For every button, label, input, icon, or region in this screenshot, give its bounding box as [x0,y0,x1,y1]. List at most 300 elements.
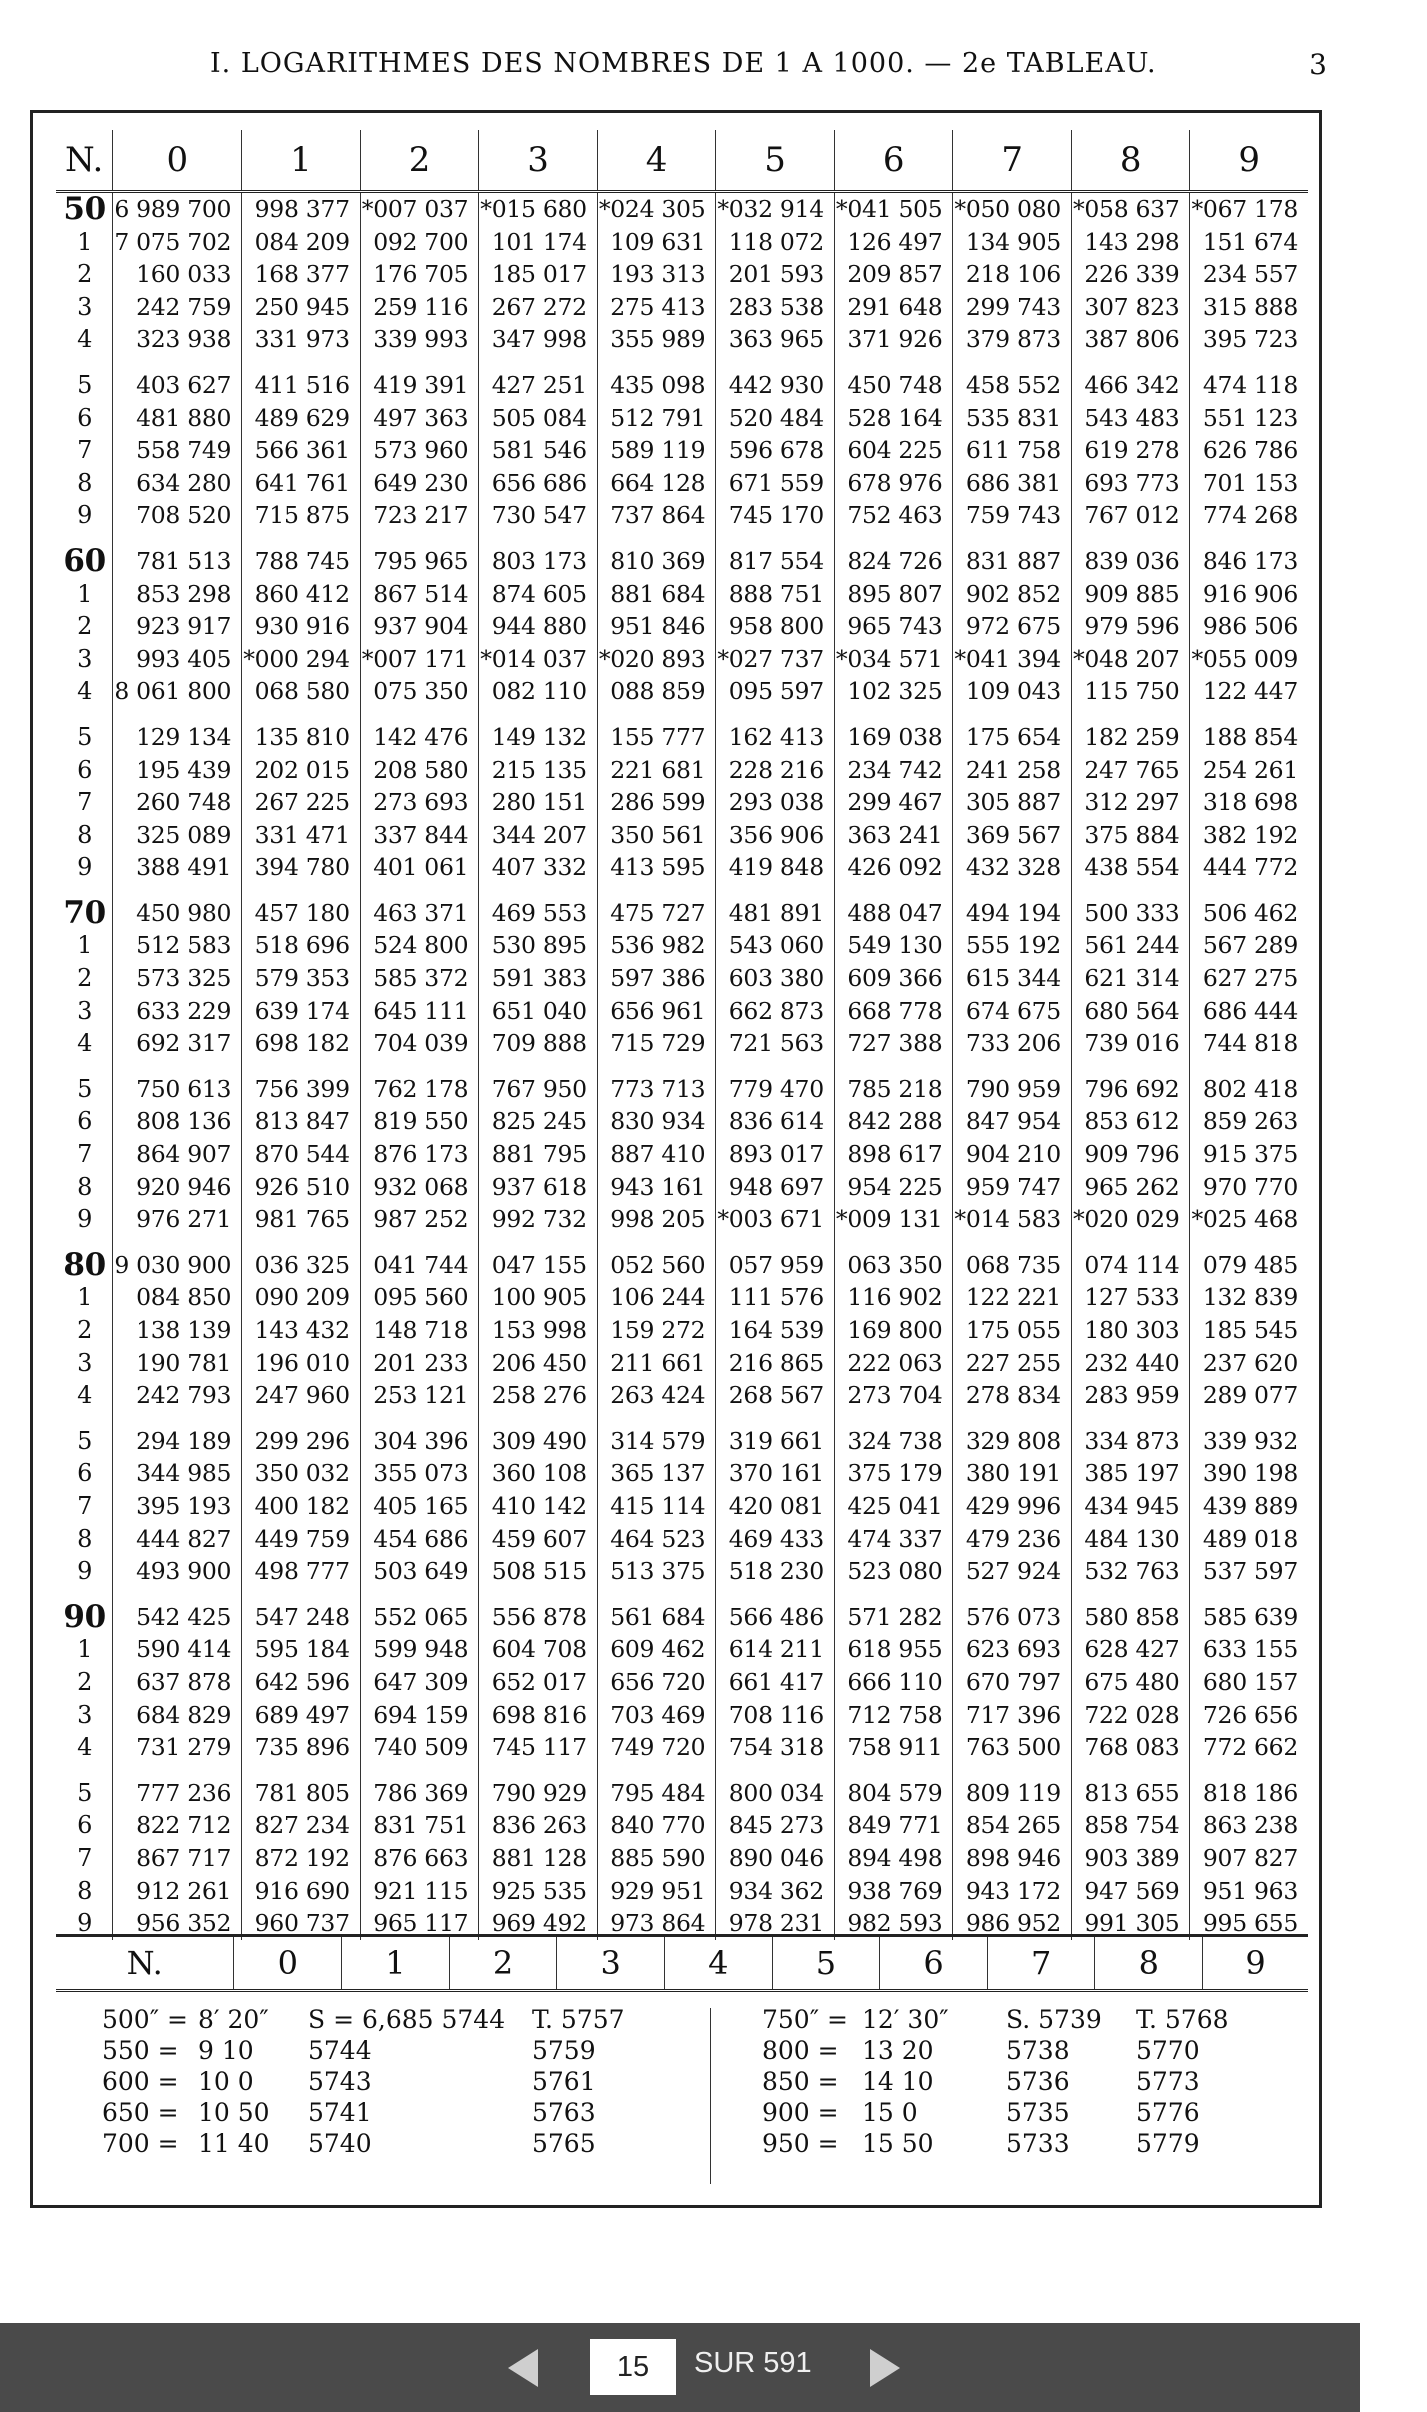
log-value-cell: 102 325 [834,675,953,708]
row-number-cell: 3 [56,291,113,324]
log-value-cell: 566 361 [242,434,361,467]
log-value-cell: 247 765 [1071,754,1190,787]
log-value-cell: 947 569 [1071,1875,1190,1908]
log-value-cell: 628 427 [1071,1633,1190,1666]
s-t-row [102,2004,702,2035]
page-number-input[interactable] [590,2339,676,2395]
log-value-cell: 380 191 [953,1457,1072,1490]
row-number-cell: 9 [56,1555,113,1588]
log-value-cell: 668 778 [834,995,953,1028]
log-value-cell: 932 068 [360,1171,479,1204]
log-value-cell: 693 773 [1071,467,1190,500]
log-value-cell: 185 017 [479,258,598,291]
row-number-cell: 9 [56,1203,113,1236]
log-value-cell: 566 486 [716,1588,835,1634]
s-t-value: 900 = [762,2098,839,2127]
log-value-cell: 795 965 [360,532,479,578]
table-row [56,1699,1308,1732]
log-value-cell: 523 080 [834,1555,953,1588]
log-value-cell: *000 294 [242,643,361,676]
log-value-cell: 512 583 [113,929,242,962]
log-value-cell: 804 579 [834,1764,953,1810]
log-value-cell: 675 480 [1071,1666,1190,1699]
log-value-cell: 810 369 [597,532,716,578]
log-value-cell: 619 278 [1071,434,1190,467]
s-t-row [102,2035,702,2066]
footer-column-header: 2 [449,1936,557,1991]
table-row [56,532,1308,578]
s-t-value: 800 = [762,2036,839,2065]
table-row [56,1555,1308,1588]
log-value-cell: 876 663 [360,1842,479,1875]
log-value-cell: 796 692 [1071,1060,1190,1106]
log-value-cell: 634 280 [113,467,242,500]
row-number-cell: 80 [56,1236,113,1282]
log-value-cell: 395 723 [1202,325,1298,354]
log-value-cell: 641 761 [242,467,361,500]
log-value-cell: 438 554 [1071,851,1190,884]
log-value-cell: 299 743 [953,291,1072,324]
log-value-cell: 457 180 [242,884,361,930]
log-value-cell: 881 684 [597,578,716,611]
log-value-cell: 609 366 [834,962,953,995]
log-value-cell: 813 655 [1071,1764,1190,1810]
row-number-cell: 50 [56,192,113,226]
log-value-cell: 356 906 [716,819,835,852]
row-number-cell: 2 [56,1666,113,1699]
log-value-cell: 505 084 [479,402,598,435]
log-value-cell: 247 960 [242,1379,361,1412]
table-row [56,1523,1308,1556]
log-value-cell: 926 510 [242,1171,361,1204]
log-value-cell: 768 083 [1071,1731,1190,1764]
table-row [56,1138,1308,1171]
log-value-cell: 929 951 [597,1875,716,1908]
log-value-cell: 611 758 [953,434,1072,467]
log-value-cell: *020 029 [1071,1203,1190,1236]
log-value-cell: 419 391 [360,356,479,402]
log-value-cell: *034 571 [834,643,953,676]
column-header: 1 [242,130,361,192]
log-value-cell: 649 230 [360,467,479,500]
s-t-value: 5770 [1136,2036,1200,2065]
log-value-cell: 506 462 [1202,898,1298,927]
log-value-cell: 237 620 [1202,1348,1298,1377]
log-value-cell: 260 748 [113,786,242,819]
log-value-cell: 647 309 [360,1666,479,1699]
log-value-cell: 731 279 [113,1731,242,1764]
s-t-row [762,2097,1362,2128]
log-value-cell: 830 934 [597,1105,716,1138]
log-value-cell: 558 749 [113,434,242,467]
log-value-cell: 809 119 [953,1764,1072,1810]
log-value-cell: 459 607 [479,1523,598,1556]
log-value-cell: 591 383 [479,962,598,995]
log-value-cell: 986 952 [953,1907,1072,1940]
log-value-cell: 846 173 [1202,546,1298,575]
log-value-cell: 651 040 [479,995,598,1028]
s-t-value: 500″ = [102,2005,188,2034]
column-header: 9 [1190,130,1308,192]
row-number-cell: 2 [56,1314,113,1347]
column-header: 4 [597,130,716,192]
logarithm-table [56,130,1308,1940]
log-value-cell: 148 718 [360,1314,479,1347]
log-value-cell: 686 444 [1202,996,1298,1025]
log-value-cell: 938 769 [834,1875,953,1908]
log-value-cell: 715 875 [242,499,361,532]
log-value-cell: 169 038 [834,708,953,754]
log-value-cell: 633 229 [113,995,242,1028]
row-number-cell: 9 [56,499,113,532]
table-row [56,754,1308,787]
log-value-cell: 508 515 [479,1555,598,1588]
log-value-cell: 190 781 [113,1347,242,1380]
log-value-cell: 898 946 [953,1842,1072,1875]
row-number-cell: 2 [56,610,113,643]
triangle-left-icon[interactable] [508,2349,538,2387]
log-value-cell: 427 251 [479,356,598,402]
table-row [56,643,1308,676]
log-value-cell: 555 192 [953,929,1072,962]
log-value-cell: 355 989 [597,323,716,356]
log-value-cell: 937 618 [479,1171,598,1204]
table-row [56,1842,1308,1875]
row-number-cell: 9 [56,851,113,884]
s-t-value: 9 10 [198,2036,254,2065]
log-value-cell: 909 885 [1071,578,1190,611]
log-value-cell: 278 834 [953,1379,1072,1412]
log-value-cell: 283 538 [716,291,835,324]
log-value-cell: 567 289 [1202,931,1298,960]
log-value-cell: 305 887 [953,786,1072,819]
log-value-cell: 388 491 [113,851,242,884]
footer-column-header: 0 [234,1936,342,1991]
log-value-cell: 840 770 [597,1809,716,1842]
s-t-value: 5759 [532,2036,596,2065]
log-value-cell: 698 182 [242,1027,361,1060]
s-t-value: 13 20 [862,2036,934,2065]
s-t-value: 5779 [1136,2129,1200,2158]
log-value-cell: 215 135 [479,754,598,787]
log-value-cell: 656 686 [479,467,598,500]
log-value-cell: 294 189 [113,1412,242,1458]
log-value-cell: 202 015 [242,754,361,787]
log-value-cell: 175 055 [953,1314,1072,1347]
s-t-value: 11 40 [198,2129,270,2158]
row-number-cell: 4 [56,323,113,356]
log-value-cell: 819 550 [360,1105,479,1138]
table-row [56,1060,1308,1106]
log-value-cell: 323 938 [113,323,242,356]
log-value-cell: 318 698 [1202,788,1298,817]
log-value-cell: 484 130 [1071,1523,1190,1556]
log-value-cell: 407 332 [479,851,598,884]
log-value-cell: 293 038 [716,786,835,819]
log-value-cell: 138 139 [113,1314,242,1347]
log-value-cell: 232 440 [1071,1347,1190,1380]
log-value-cell: 9 030 900 [113,1236,242,1282]
footer-column-header: 9 [1245,1944,1266,1982]
log-value-cell: 752 463 [834,499,953,532]
log-value-cell: 956 352 [113,1907,242,1940]
log-value-cell: 242 759 [113,291,242,324]
log-value-cell: 762 178 [360,1060,479,1106]
log-value-cell: 319 661 [716,1412,835,1458]
log-value-cell: 979 596 [1071,610,1190,643]
log-value-cell: 254 261 [1202,755,1298,784]
table-row [56,323,1308,356]
log-value-cell: 858 754 [1071,1809,1190,1842]
log-value-cell: 084 209 [242,226,361,259]
log-value-cell: 759 743 [953,499,1072,532]
s-t-value: 650 = [102,2098,179,2127]
log-value-cell: 132 839 [1202,1283,1298,1312]
log-value-cell: 604 225 [834,434,953,467]
log-value-cell: 469 433 [716,1523,835,1556]
log-value-cell: 556 878 [479,1588,598,1634]
table-row [56,1412,1308,1458]
log-value-cell: 656 720 [597,1666,716,1699]
log-value-cell: 193 313 [597,258,716,291]
log-value-cell: *058 637 [1071,192,1190,226]
log-value-cell: 390 198 [1202,1459,1298,1488]
table-footer-header [56,1934,1308,1992]
s-t-value: 15 50 [862,2129,934,2158]
log-value-cell: 363 241 [834,819,953,852]
log-value-cell: 450 980 [113,884,242,930]
log-value-cell: 781 805 [242,1764,361,1810]
log-value-cell: 518 696 [242,929,361,962]
row-number-cell: 1 [56,1633,113,1666]
s-t-value: 600 = [102,2067,179,2096]
table-row [56,1457,1308,1490]
log-value-cell: 824 726 [834,532,953,578]
log-value-cell: 127 533 [1071,1281,1190,1314]
row-number-cell: 6 [56,754,113,787]
log-value-cell: *020 893 [597,643,716,676]
log-value-cell: *014 037 [479,643,598,676]
log-value-cell: 426 092 [834,851,953,884]
log-value-cell: 216 865 [716,1347,835,1380]
table-footer-row [56,1936,1308,1991]
log-value-cell: 275 413 [597,291,716,324]
log-value-cell: 196 010 [242,1347,361,1380]
log-value-cell: 827 234 [242,1809,361,1842]
row-number-cell: 7 [56,1138,113,1171]
footer-column-header: N. [56,1936,234,1991]
log-value-cell: 344 985 [113,1457,242,1490]
log-value-cell: 339 993 [360,323,479,356]
log-value-cell: 518 230 [716,1555,835,1588]
log-value-cell: 902 852 [953,578,1072,611]
log-value-cell: 375 884 [1071,819,1190,852]
log-value-cell: 100 905 [479,1281,598,1314]
table-row [56,467,1308,500]
log-value-cell: 698 816 [479,1699,598,1732]
row-number-cell: 4 [56,1731,113,1764]
log-value-cell: 684 829 [113,1699,242,1732]
log-value-cell: 109 631 [597,226,716,259]
log-value-cell: 258 276 [479,1379,598,1412]
row-number-cell: 3 [56,1347,113,1380]
log-value-cell: 234 742 [834,754,953,787]
table-row [56,192,1308,226]
row-number-cell: 8 [56,467,113,500]
footer-column-header: 7 [987,1936,1095,1991]
row-number-cell: 8 [56,1875,113,1908]
log-value-cell: 982 593 [834,1907,953,1940]
table-row [56,884,1308,930]
log-value-cell: 350 561 [597,819,716,852]
log-value-cell: 756 399 [242,1060,361,1106]
table-row [56,356,1308,402]
log-value-cell: *007 037 [360,192,479,226]
table-row [56,499,1308,532]
row-number-cell: 1 [56,578,113,611]
log-value-cell: 344 207 [479,819,598,852]
log-value-cell: 312 297 [1071,786,1190,819]
log-value-cell: 176 705 [360,258,479,291]
row-number-cell: 90 [56,1588,113,1634]
table-row [56,1347,1308,1380]
log-value-cell: 767 950 [479,1060,598,1106]
log-value-cell: 159 272 [597,1314,716,1347]
log-value-cell: 987 252 [360,1203,479,1236]
log-value-cell: 101 174 [479,226,598,259]
log-value-cell: 639 174 [242,995,361,1028]
table-row [56,1171,1308,1204]
row-number-cell: 7 [56,786,113,819]
log-value-cell: 943 172 [953,1875,1072,1908]
log-value-cell: 916 906 [1202,579,1298,608]
log-value-cell: 405 165 [360,1490,479,1523]
log-value-cell: 466 342 [1071,356,1190,402]
log-value-cell: *041 505 [834,192,953,226]
log-value-cell: 726 656 [1202,1700,1298,1729]
log-value-cell: 314 579 [597,1412,716,1458]
log-value-cell: 981 765 [242,1203,361,1236]
column-header: 8 [1071,130,1190,192]
log-value-cell: 853 298 [113,578,242,611]
log-value-cell: 893 017 [716,1138,835,1171]
row-number-cell: 2 [56,258,113,291]
log-value-cell: 385 197 [1071,1457,1190,1490]
log-value-cell: 585 372 [360,962,479,995]
log-value-cell: 836 614 [716,1105,835,1138]
log-value-cell: 410 142 [479,1490,598,1523]
log-value-cell: 411 516 [242,356,361,402]
log-value-cell: 885 590 [597,1842,716,1875]
row-number-cell: 4 [56,1379,113,1412]
log-value-cell: 489 629 [242,402,361,435]
log-value-cell: 280 151 [479,786,598,819]
log-value-cell: 530 895 [479,929,598,962]
s-t-value: 5773 [1136,2067,1200,2096]
log-value-cell: 579 353 [242,962,361,995]
log-value-cell: 537 597 [1202,1557,1298,1586]
table-row [56,708,1308,754]
log-value-cell: 221 681 [597,754,716,787]
log-value-cell: 549 130 [834,929,953,962]
log-value-cell: 790 929 [479,1764,598,1810]
s-t-value: 8′ 20″ [198,2005,269,2034]
row-number-cell: 7 [56,1842,113,1875]
log-value-cell: 915 375 [1202,1140,1298,1169]
page-number: 3 [1309,48,1327,81]
s-t-row [102,2128,702,2159]
log-value-cell: 576 073 [953,1588,1072,1634]
log-value-cell: 836 263 [479,1809,598,1842]
log-value-cell: 948 697 [716,1171,835,1204]
s-t-value: S. 5739 [1006,2005,1102,2034]
log-value-cell: *067 178 [1191,195,1298,223]
log-value-cell: 494 194 [953,884,1072,930]
log-value-cell: 395 193 [113,1490,242,1523]
log-value-cell: 712 758 [834,1699,953,1732]
log-value-cell: 958 800 [716,610,835,643]
log-value-cell: 599 948 [360,1633,479,1666]
log-value-cell: 674 675 [953,995,1072,1028]
s-t-value: 5765 [532,2129,596,2158]
log-value-cell: 142 476 [360,708,479,754]
log-value-cell: 036 325 [242,1236,361,1282]
log-value-cell: 063 350 [834,1236,953,1282]
log-value-cell: 151 674 [1202,227,1298,256]
log-value-cell: 291 648 [834,291,953,324]
log-value-cell: 116 902 [834,1281,953,1314]
log-value-cell: 469 553 [479,884,598,930]
log-value-cell: 520 484 [716,402,835,435]
log-value-cell: 369 567 [953,819,1072,852]
s-t-value: 12′ 30″ [862,2005,949,2034]
log-value-cell: 709 888 [479,1027,598,1060]
log-value-cell: 561 684 [597,1588,716,1634]
log-value-cell: 876 173 [360,1138,479,1171]
log-value-cell: 082 110 [479,675,598,708]
log-value-cell: 185 545 [1202,1316,1298,1344]
log-value-cell: 973 864 [597,1907,716,1940]
row-number-cell: 5 [56,356,113,402]
log-value-cell: 867 514 [360,578,479,611]
log-value-cell: 268 567 [716,1379,835,1412]
log-value-cell: 370 161 [716,1457,835,1490]
log-value-cell: 637 878 [113,1666,242,1699]
log-value-cell: 6 989 700 [113,192,242,226]
table-row [56,226,1308,259]
column-header: N. [56,130,113,192]
log-value-cell: *048 207 [1071,643,1190,676]
log-value-cell: 960 737 [242,1907,361,1940]
log-value-cell: 817 554 [716,532,835,578]
log-value-cell: 965 262 [1071,1171,1190,1204]
triangle-right-icon[interactable] [870,2349,900,2387]
log-value-cell: 420 081 [716,1490,835,1523]
log-value-cell: 740 509 [360,1731,479,1764]
log-value-cell: 923 917 [113,610,242,643]
footer-column-header: 6 [880,1936,988,1991]
log-value-cell: 524 800 [360,929,479,962]
log-value-cell: 722 028 [1071,1699,1190,1732]
table-row [56,402,1308,435]
log-value-cell: 777 236 [113,1764,242,1810]
log-value-cell: 733 206 [953,1027,1072,1060]
log-value-cell: 286 599 [597,786,716,819]
log-value-cell: 930 916 [242,610,361,643]
log-value-cell: 965 743 [834,610,953,643]
log-value-cell: 708 116 [716,1699,835,1732]
log-value-cell: 779 470 [716,1060,835,1106]
